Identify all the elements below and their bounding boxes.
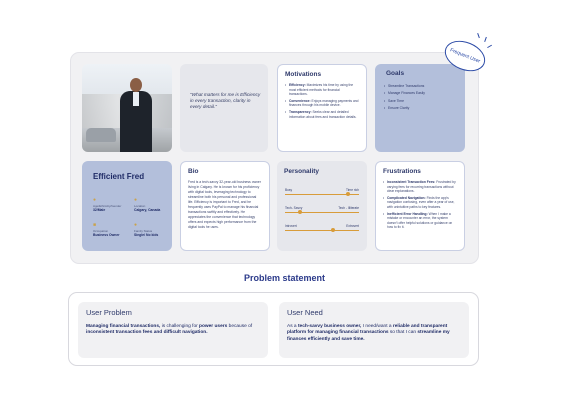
frustration-item: • Inconsistent Transaction Fees: Frustrated by varying fees for recurring transactions without clear explanations. <box>383 180 457 194</box>
persona-photo <box>82 64 172 152</box>
goal-item: • Save Time <box>384 99 456 103</box>
personality-trait: Tech- Savvy Tech - Illiterate <box>285 206 359 213</box>
trait-marker <box>298 210 302 214</box>
personality-trait: Busy Time rich <box>285 188 359 195</box>
spark-icon <box>487 45 492 49</box>
personality-trait: Introvert Extrovert <box>285 224 359 231</box>
attribute-family: ● Family Status Single/ No kids <box>134 222 159 237</box>
goals-card <box>375 64 465 152</box>
bio-card <box>180 161 270 251</box>
spark-icon <box>477 33 480 38</box>
problem-statement-box <box>68 292 479 366</box>
motivations-title: Motivations <box>285 71 322 78</box>
bio-text: Fred is a tech-savvy 32-year-old business owner living in Calgary. He is known for his proficiency with digital tools, leveraging technology to streamline both his personal and professional life. Efficiency is important to Fred, and he frequently uses PayPal to manage his financial transactions swiftly and effectively. He appreciates the convenience that technology offers and expects high performance from the digital tools he uses. <box>188 180 261 229</box>
motivation-item: • Efficiency: Maximizes his time by using the most efficient methods for financial transactions. <box>285 83 359 97</box>
user-need-text: As a tech-savvy business owner, I need/want a reliable and transparent platform for managing financial transactions so that I can streamline my finances efficiently and save time. <box>287 324 450 342</box>
persona-name: Efficient Fred <box>93 172 145 181</box>
attribute-location: ● Location Calgary, Canada <box>134 197 161 212</box>
frustration-item: • Inefficient Error Handling: When I make a mistake or encounter an error, the system doesn't offer helpful solutions or guidance on how to fix it. <box>383 212 457 230</box>
persona-quote: "What matters for me is Efficiency in every transaction, clarity in every detail." <box>190 92 261 110</box>
problem-statement-title: Problem statement <box>243 273 326 283</box>
frustrations-card <box>375 161 465 251</box>
frustrations-title: Frustrations <box>383 168 421 175</box>
personality-title: Personality <box>284 168 320 175</box>
goals-title: Goals <box>386 70 405 77</box>
goal-item: • Streamline Transactions <box>384 84 456 88</box>
user-problem-card <box>78 302 268 358</box>
goal-item: • Manage Finances Easily <box>384 91 456 95</box>
profile-card <box>82 161 172 251</box>
family-icon: ● <box>134 222 138 228</box>
spark-icon <box>484 37 487 42</box>
attribute-occupation: ■ Occupation Business Owner <box>93 222 120 237</box>
user-problem-text: Managing financial transactions, is challenging for power users because of inconsistent transaction fees and difficult navigation. <box>86 324 253 336</box>
user-need-title: User Need <box>287 308 323 317</box>
bio-title: Bio <box>188 168 199 175</box>
briefcase-icon: ■ <box>93 222 97 228</box>
frustration-item: • Complicated Navigation: Finds the app's navigation confusing, even after a year of use, with unintuitive paths to key features. <box>383 196 457 210</box>
user-need-card <box>279 302 469 358</box>
location-icon: ● <box>134 197 138 203</box>
user-icon: ● <box>93 197 97 203</box>
motivation-item: • Transparency: Seeks clear and detailed information about fees and transaction details. <box>285 110 359 119</box>
trait-marker <box>346 192 350 196</box>
badge-label: Frequent User <box>449 47 481 65</box>
quote-card <box>180 64 268 152</box>
attribute-age: ● Age/Ethnicity/Gender 32/Male <box>93 197 122 212</box>
background-car <box>86 128 116 142</box>
goal-item: • Ensure Clarity <box>384 106 456 110</box>
motivations-card <box>277 64 367 152</box>
person-figure <box>120 78 152 152</box>
motivation-item: • Convenience: Enjoys managing payments and finances through his mobile device. <box>285 99 359 108</box>
trait-marker <box>331 228 335 232</box>
personality-card <box>277 161 367 251</box>
user-problem-title: User Problem <box>86 308 132 317</box>
